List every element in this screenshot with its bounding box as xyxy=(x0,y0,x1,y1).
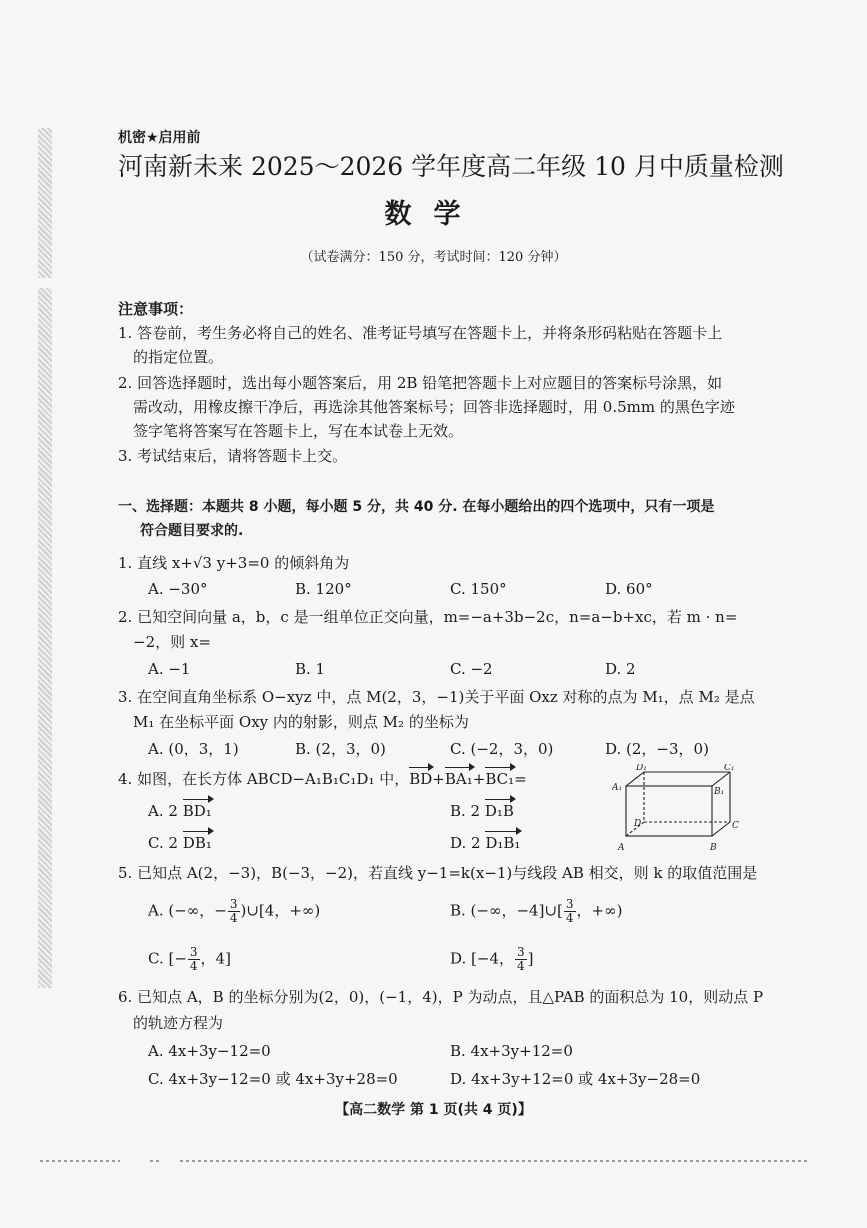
notice-line: 的指定位置。 xyxy=(133,348,224,366)
option-text: B. (−∞，−4]∪[ xyxy=(450,901,563,920)
label-c1: C₁ xyxy=(724,764,735,773)
fraction xyxy=(515,946,527,973)
numerator: 3 xyxy=(189,945,198,959)
page-footer: 【高二数学 第 1 页(共 4 页)】 xyxy=(335,1102,532,1118)
q2-option-a: A. −1 xyxy=(148,660,191,678)
cuboid-figure xyxy=(612,764,742,854)
q4-option-b xyxy=(450,800,514,822)
numerator: 3 xyxy=(565,897,574,911)
option-vector: D₁B xyxy=(484,802,514,820)
scan-divider xyxy=(180,1160,810,1162)
question-4-stem xyxy=(118,768,527,790)
option-prefix: A. 2 xyxy=(148,802,183,820)
option-vector: DB₁ xyxy=(182,834,212,852)
section-heading-cont: 符合题目要求的. xyxy=(140,523,244,539)
q5-option-b xyxy=(450,898,622,925)
scan-divider xyxy=(150,1160,162,1162)
vector-bd: BD xyxy=(409,770,433,788)
secret-label: 机密★启用前 xyxy=(118,130,201,146)
notice-line: 3. 考试结束后，请将答题卡上交。 xyxy=(118,447,348,465)
q2-option-d: D. 2 xyxy=(605,660,636,678)
q5-option-c xyxy=(148,946,231,973)
option-text: C. [− xyxy=(148,949,187,968)
question-6-stem: 6. 已知点 A，B 的坐标分别为(2，0)，(−1，4)，P 为动点，且△PAB 的面积总为 10，则动点 P xyxy=(118,988,764,1006)
section-heading: 一、选择题：本题共 8 小题，每小题 5 分，共 40 分. 在每小题给出的四个选项中，只有一项是 xyxy=(118,499,715,515)
numerator: 3 xyxy=(229,897,238,911)
q2-option-c: C. −2 xyxy=(450,660,493,678)
scan-divider xyxy=(40,1160,120,1162)
question-1-stem: 1. 直线 x+√3 y+3=0 的倾斜角为 xyxy=(118,554,350,572)
notice-heading: 注意事项： xyxy=(118,300,194,318)
option-vector: D₁B₁ xyxy=(485,834,521,852)
vector-bc1: BC₁ xyxy=(485,770,515,788)
q6-option-c: C. 4x+3y−12=0 或 4x+3y+28=0 xyxy=(148,1070,398,1088)
q4-option-c xyxy=(148,832,212,854)
numerator: 3 xyxy=(517,945,525,959)
option-text: )∪[4，+∞) xyxy=(240,901,321,920)
q1-option-a: A. −30° xyxy=(148,580,208,598)
label-b1: B₁ xyxy=(714,787,725,797)
q1-option-b: B. 120° xyxy=(295,580,352,598)
denominator: 4 xyxy=(189,959,198,973)
question-6-stem-cont: 的轨迹方程为 xyxy=(133,1014,224,1032)
option-prefix: C. 2 xyxy=(148,834,183,852)
vector-ba1: BA₁ xyxy=(444,770,473,788)
plus-sign: + xyxy=(472,770,486,788)
notice-line: 签字笔将答案写在答题卡上，写在本试卷上无效。 xyxy=(133,422,464,440)
option-vector: BD₁ xyxy=(182,802,212,820)
label-a1: A₁ xyxy=(612,783,623,793)
q5-option-d xyxy=(450,946,534,973)
q1-option-d: D. 60° xyxy=(605,580,653,598)
q3-option-c: C. (−2，3，0) xyxy=(450,740,554,758)
q4-option-a xyxy=(148,800,212,822)
question-2-stem-cont: −2，则 x= xyxy=(133,633,211,651)
q6-option-d: D. 4x+3y+12=0 或 4x+3y−28=0 xyxy=(450,1070,701,1088)
option-text: ，4] xyxy=(200,949,231,968)
q3-option-a: A. (0，3，1) xyxy=(148,740,239,758)
label-b: B xyxy=(710,843,717,853)
question-5-stem: 5. 已知点 A(2，−3)，B(−3，−2)，若直线 y−1=k(x−1)与线段 AB 相交，则 k 的取值范围是 xyxy=(118,864,758,882)
exam-title: 河南新未来 2025～2026 学年度高二年级 10 月中质量检测 xyxy=(118,152,784,181)
q5-option-a xyxy=(148,898,320,925)
question-3-stem-cont: M₁ 在坐标平面 Oxy 内的射影，则点 M₂ 的坐标为 xyxy=(133,713,469,731)
subject-title: 数学 xyxy=(384,199,483,230)
exam-info: （试卷满分：150 分，考试时间：120 分钟） xyxy=(300,250,567,265)
denominator: 4 xyxy=(229,911,238,925)
option-text: ，+∞) xyxy=(576,901,623,920)
q6-option-b: B. 4x+3y+12=0 xyxy=(450,1042,573,1060)
option-text: A. (−∞，− xyxy=(148,901,227,920)
q3-option-b: B. (2，3，0) xyxy=(295,740,386,758)
option-prefix: D. 2 xyxy=(450,834,486,852)
label-d1: D₁ xyxy=(636,764,647,773)
plus-sign: + xyxy=(432,770,445,788)
label-c: C xyxy=(732,821,739,831)
q2-option-b: B. 1 xyxy=(295,660,326,678)
q1-option-c: C. 150° xyxy=(450,580,507,598)
denominator: 4 xyxy=(565,911,574,925)
fraction xyxy=(564,898,576,925)
q4-stem-text: 4. 如图，在长方体 ABCD−A₁B₁C₁D₁ 中， xyxy=(118,770,410,788)
q4-option-d xyxy=(450,832,520,854)
fraction xyxy=(188,946,200,973)
equals-sign: = xyxy=(514,770,527,788)
notice-line: 1. 答卷前，考生务必将自己的姓名、准考证号填写在答题卡上，并将条形码粘贴在答题卡上 xyxy=(118,324,723,342)
label-d: D xyxy=(634,819,642,829)
q6-option-a: A. 4x+3y−12=0 xyxy=(148,1042,271,1060)
binding-edge-bottom xyxy=(38,288,52,988)
option-prefix: B. 2 xyxy=(450,802,485,820)
notice-line: 需改动，用橡皮擦干净后，再选涂其他答案标号；回答非选择题时，用 0.5mm 的黑色字迹 xyxy=(133,398,735,416)
option-text: ] xyxy=(527,949,534,968)
denominator: 4 xyxy=(517,959,525,973)
question-3-stem: 3. 在空间直角坐标系 O−xyz 中，点 M(2，3，−1)关于平面 Oxz 对称的点为 M₁，点 M₂ 是点 xyxy=(118,688,755,706)
q3-option-d: D. (2，−3，0) xyxy=(605,740,709,758)
option-text: D. [−4， xyxy=(450,949,514,968)
label-a: A xyxy=(618,843,625,853)
question-2-stem: 2. 已知空间向量 a，b，c 是一组单位正交向量，m=−a+3b−2c，n=a−b+xc，若 m · n= xyxy=(118,608,738,626)
fraction xyxy=(228,898,240,925)
notice-line: 2. 回答选择题时，选出每小题答案后，用 2B 铅笔把答题卡上对应题目的答案标号涂黑，如 xyxy=(118,374,723,392)
